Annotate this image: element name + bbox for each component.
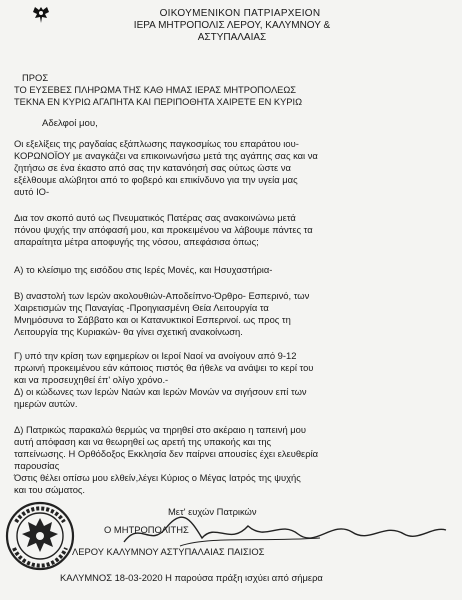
metropolis-heading-line1: ΙΕΡΑ ΜΗΤΡΟΠΟΛΙΣ ΛΕΡΟΥ, ΚΑΛΥΜΝΟΥ &	[133, 20, 331, 31]
recipient-line2: ΤΕΚΝΑ ΕΝ ΚΥΡΙΩ ΑΓΑΠΗΤΑ ΚΑΙ ΠΕΡΙΠΟΘΗΤΑ ΧΑΙΡΕΤΕ ΕΝ ΚΥΡΙΩ	[14, 97, 303, 107]
paragraph-3-line: Δ) Πατρικώς παρακαλώ θερμώς να τηρηθεί στο ακέραιο η ταπεινή μου	[14, 424, 307, 435]
recipient-to: ΠΡΟΣ	[22, 72, 49, 83]
item-b-line: Μνημόσυνα το Σάββατο και οι Κατανυκτικοί Εσπερινοί. ως προς τη	[14, 314, 291, 325]
paragraph-2-line: απαραίτητα μέτρα αποφυγής της νόσου, απεφάσισα όπως;	[14, 236, 259, 247]
metropolitan-title: Ο ΜΗΤΡΟΠΟΛΙΤΗΣ	[104, 524, 189, 535]
item-b-line: Λειτουργία της Κυριακών- θα γίνει σχετική ανακοίνωση.	[14, 326, 243, 337]
recipient-line1: ΤΟ ΕΥΣΕΒΕΣ ΠΛΗΡΩΜΑ ΤΗΣ ΚΑΘ ΗΜΑΣ ΙΕΡΑΣ ΜΗΤΡΟΠΟΛΕΩΣ	[14, 85, 297, 95]
item-d-line: ημερών αυτών.	[14, 398, 78, 409]
paragraph-3-line: παρουσίας	[14, 460, 60, 471]
metropolitan-name: ΛΕΡΟΥ ΚΑΛΥΜΝΟΥ ΑΣΤΥΠΑΛΑΙΑΣ ΠΑΙΣΙΟΣ	[72, 546, 265, 557]
double-headed-eagle-emblem	[30, 4, 52, 26]
date-and-validity-line: ΚΑΛΥΜΝΟΣ 18-03-2020 Η παρούσα πράξη ισχύει από σήμερα	[60, 572, 323, 583]
paragraph-2-line: πόνου ψυχής την απόφασή μου, και προκειμένου να λάβουμε πάντες τα	[14, 224, 313, 235]
greeting: Αδελφοί μου,	[42, 118, 98, 129]
paragraph-3-line: Όστις θέλει οπίσω μου ελθείν,λέγει Κύριος ο Μέγας Ιατρός της ψυχής	[14, 472, 301, 483]
metropolis-seal-stamp	[4, 500, 76, 572]
paragraph-3-line: αυτή απόφαση και να θεωρηθεί ως αρετή της υπακοής και της	[14, 436, 272, 447]
paragraph-2-line: Δια τον σκοπό αυτό ως Πνευματικός Πατέρας σας ανακοινώνω μετά	[14, 212, 296, 223]
paragraph-1-line: ζητήσω σε ένα έκαστο από σας την κατανόησή σας ούτως ώστε να	[14, 162, 291, 173]
paragraph-1-line: αυτό ΙΟ-	[14, 186, 50, 197]
item-c-line: πρωινή προκειμένου εάν κάποιος πιστός θα ήθελε να ανάψει το κερί του	[14, 362, 314, 373]
item-b-line: Χαιρετισμών της Παναγίας -Προηγιασμένη Θεία Λειτουργία τα	[14, 302, 269, 313]
paragraph-3-line: και του σώματος.	[14, 484, 86, 495]
metropolis-heading-line2: ΑΣΤΥΠΑΛΑΙΑΣ	[197, 32, 267, 43]
item-c-line: και να προσευχηθεί έπ' ολίγο χρόνο.-	[14, 374, 169, 385]
paragraph-1-line: ΚΟΡΩΝΟΪΟΥ με αναγκάζει να επικοινωνήσω μετά της αγάπης σας και να	[14, 150, 318, 161]
paragraph-1-line: εξέλθουμε αλώβητοι από το φοβερό και επικίνδυνο για την υγεία μας	[14, 174, 298, 185]
item-a-line: Α) το κλείσιμο της εισόδου στις Ιερές Μονές, και Ησυχαστήρια-	[14, 264, 273, 275]
patriarchate-heading: ΟΙΚΟΥΜΕΝΙΚΟΝ ΠΑΤΡΙΑΡΧΕΙΟΝ	[159, 8, 321, 19]
paragraph-3-line: ταπείνωσης. Η Ορθόδοξος Εκκλησία δεν παίρνει απουσίες έχει ελευθερία	[14, 448, 319, 459]
item-c-line: Γ) υπό την κρίση των εφημερίων οι Ιεροί Ναοί να ανοίγουν από 9-12	[14, 350, 297, 361]
paragraph-1-line: Οι εξελίξεις της ραγδαίας εξάπλωσης παγκοσμίως του επαράτου ιου-	[14, 138, 299, 149]
handwritten-signature	[120, 512, 450, 552]
item-b-line: Β) αναστολή των Ιερών ακολουθιών-Αποδείπνο-Όρθρο- Εσπερινό, των	[14, 290, 310, 301]
item-d-line: Δ) οι κώδωνες των Ιερών Ναών και Ιερών Μονών να σιγήσουν επί των	[14, 386, 307, 397]
closing-wishes: Μετ' ευχών Πατρικών	[168, 506, 257, 517]
